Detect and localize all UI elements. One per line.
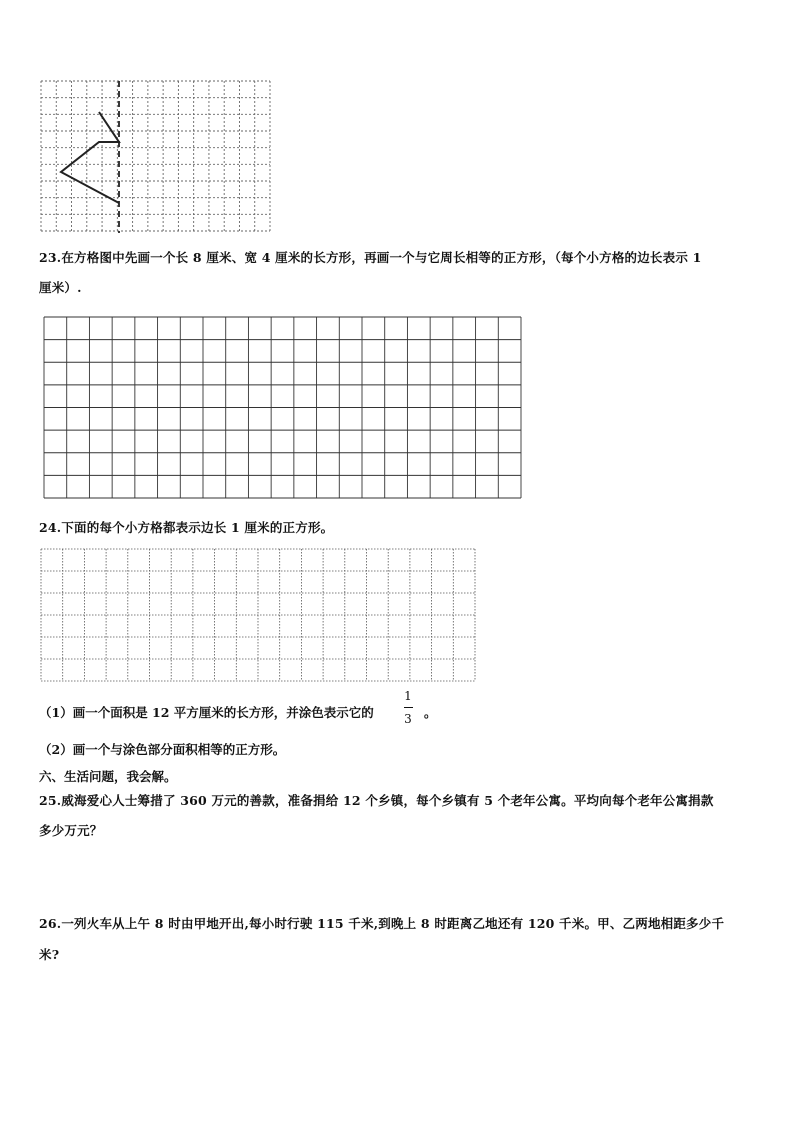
question-25-line2: 多少万元？ xyxy=(39,823,103,838)
question-25-line1: 威海爱心人士筹措了 360 万元的善款，准备捐给 12 个乡镇，每个乡镇有 5 个老年公寓。平均向每个老年公寓捐款 xyxy=(61,793,714,808)
question-24-text: 下面的每个小方格都表示边长 1 厘米的正方形。 xyxy=(61,520,334,535)
question-23-line1: 在方格图中先画一个长 8 厘米、宽 4 厘米的长方形，再画一个与它周长相等的正方形，（每个小方格的边长表示 1 xyxy=(61,250,702,265)
fraction-numerator: 1 xyxy=(404,689,412,703)
dotted-grid-lines xyxy=(41,81,270,231)
question-25 xyxy=(39,794,714,808)
question-number: 24. xyxy=(39,520,62,535)
question-24-part2: （2）画一个与涂色部分面积相等的正方形。 xyxy=(39,742,286,757)
question-number: 25. xyxy=(39,793,62,808)
question-number: 23. xyxy=(39,250,62,265)
question-23-line2: 厘米）. xyxy=(39,280,82,295)
question-24-part1 xyxy=(39,703,374,721)
question-number: 26. xyxy=(39,916,62,931)
question-26-line2: 米? xyxy=(39,947,60,962)
part1-text: （1）画一个面积是 12 平方厘米的长方形，并涂色表示它的 xyxy=(39,705,374,720)
fraction-bar xyxy=(404,707,413,708)
square-grid-q23 xyxy=(44,317,522,499)
dotted-grid-q24 xyxy=(41,549,476,682)
question-26 xyxy=(39,917,724,931)
section-heading: 六、生活问题，我会解。 xyxy=(39,769,177,784)
part1-suffix: 。 xyxy=(424,705,437,720)
fraction-denominator: 3 xyxy=(404,712,412,726)
question-24 xyxy=(39,521,333,535)
question-23 xyxy=(39,251,701,265)
question-26-line1: 一列火车从上午 8 时由甲地开出,每小时行驶 115 千米,到晚上 8 时距离乙地还有 120 千米。甲、乙两地相距多少千 xyxy=(61,916,725,931)
half-figure-outline xyxy=(61,112,119,203)
symmetry-figure-grid xyxy=(41,81,273,233)
